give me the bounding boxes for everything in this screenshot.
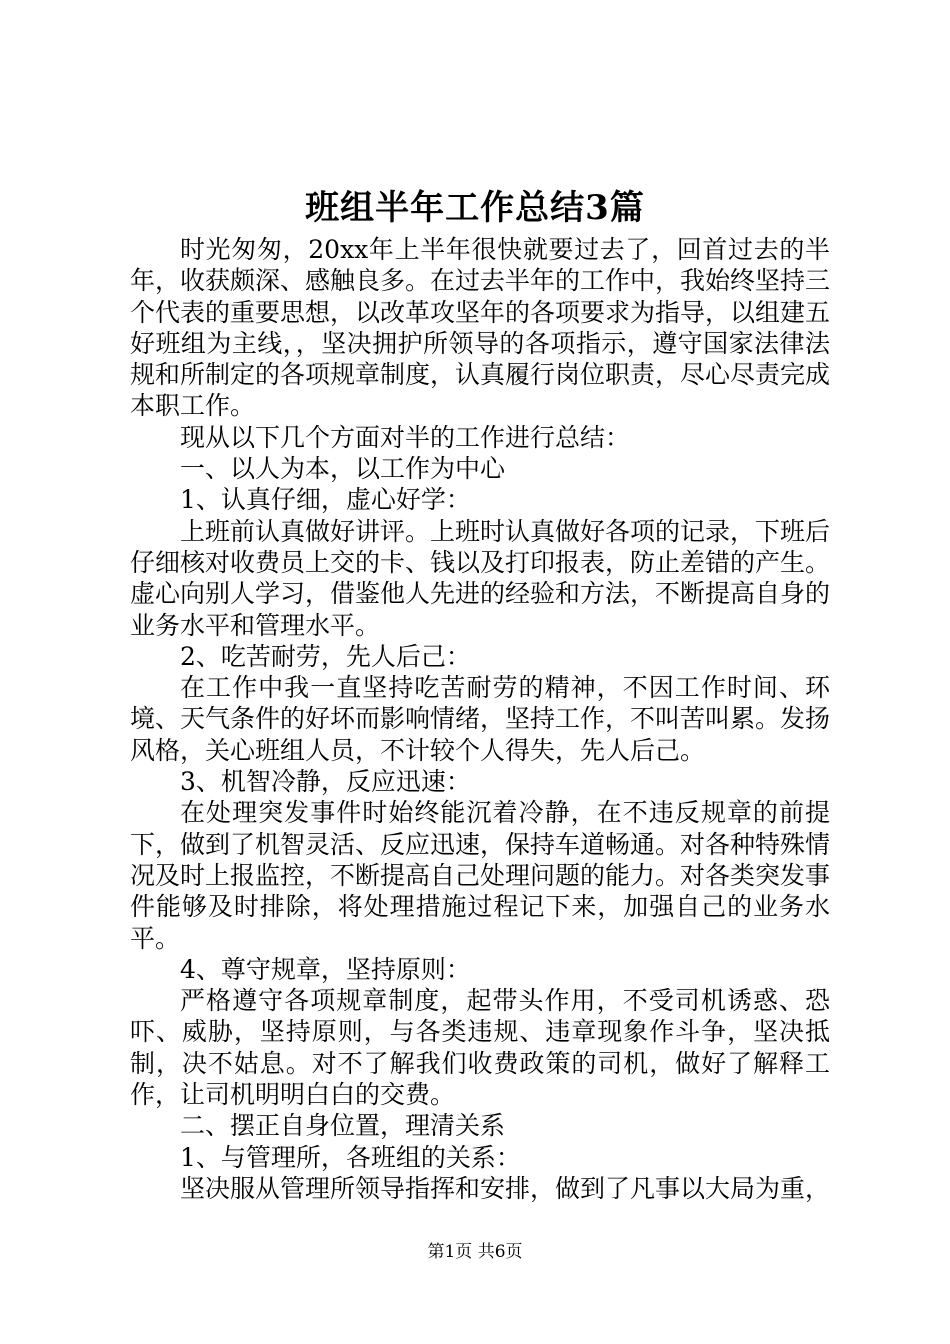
section-heading-2: 二、摆正自身位置，理清关系: [180, 1111, 506, 1141]
subheading-1-1: 1、认真仔细，虚心好学：: [180, 485, 471, 515]
subheading-1-4: 4、尊守规章，坚持原则：: [180, 954, 471, 984]
paragraph-1-2: 在工作中我一直坚持吃苦耐劳的精神，不因工作时间、环境、天气条件的好坏而影响情绪，坚持工作，不叫苦叫累。发扬风格，关心班组人员，不计较个人得失，先人后己。: [130, 673, 831, 765]
paragraph-intro: 时光匆匆，20xx年上半年很快就要过去了，回首过去的半年，收获颇深、感触良多。在过去半年的工作中，我始终坚持三个代表的重要思想，以改革攻坚年的各项要求为指导，以组建五好班组为主线，，坚决拥护所领导的各项指示，遵守国家法律法规和所制定的各项规章制度，认真履行岗位职责，尽心尽责完成本职工作。: [130, 235, 831, 421]
paragraph-1-1: 上班前认真做好讲评。上班时认真做好各项的记录，下班后仔细核对收费员上交的卡、钱以及打印报表，防止差错的产生。虚心向别人学习，借鉴他人先进的经验和方法，不断提高自身的业务水平和管理水平。: [130, 516, 831, 640]
subheading-1-3: 3、机智冷静，反应迅速：: [180, 767, 471, 797]
paragraph-1-3: 在处理突发事件时始终能沉着冷静，在不违反规章的前提下，做到了机智灵活、反应迅速，保持车道畅通。对各种特殊情况及时上报监控，不断提高自己处理问题的能力。对各类突发事件能够及时排除，将处理措施过程记下来，加强自己的业务水平。: [130, 798, 831, 953]
paragraph-1-4: 严格遵守各项规章制度，起带头作用，不受司机诱惑、恐吓、威胁，坚持原则，与各类违规、违章现象作斗争，坚决抵制，决不姑息。对不了解我们收费政策的司机，做好了解释工作，让司机明明白白的交费。: [130, 986, 830, 1110]
paragraph-2-1: 坚决服从管理所领导指挥和安排，做到了凡事以大局为重，: [180, 1173, 831, 1203]
document-title: 班组半年工作总结3篇: [305, 188, 645, 228]
document-body: [130, 234, 830, 1204]
page-footer: 第1页 共6页: [427, 1242, 523, 1262]
subheading-1-2: 2、吃苦耐劳，先人后己：: [180, 641, 471, 671]
paragraph-overview: 现从以下几个方面对半的工作进行总结：: [180, 422, 631, 452]
section-heading-1: 一、以人为本，以工作为中心: [180, 454, 506, 484]
subheading-2-1: 1、与管理所，各班组的关系：: [180, 1142, 521, 1172]
